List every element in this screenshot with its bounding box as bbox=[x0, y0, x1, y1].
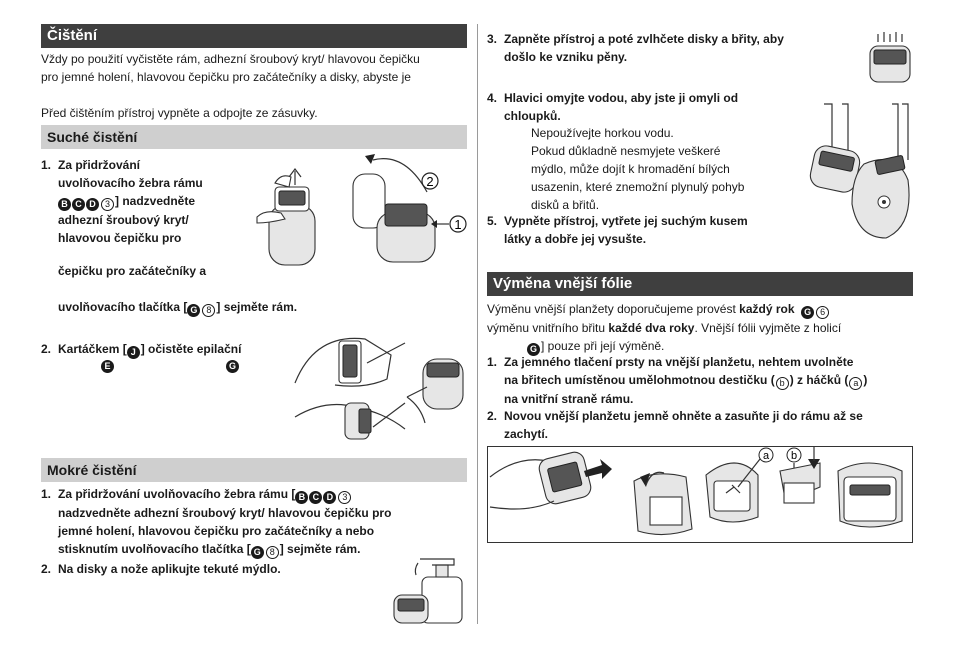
foil-step1-number: 1. bbox=[487, 355, 498, 369]
dry-step2-text-a: Kartáčkem [ bbox=[58, 342, 127, 356]
illustration-remove-frame bbox=[345, 152, 475, 264]
badge-g-2: G bbox=[226, 360, 239, 373]
wet-badge-d: D bbox=[323, 491, 336, 504]
wet-badge-b: B bbox=[295, 491, 308, 504]
foil-step1-line3: na vnitřní straně rámu. bbox=[504, 392, 634, 406]
foil-step1-text bbox=[504, 353, 914, 408]
foil-step1-line2 bbox=[504, 371, 914, 390]
section-title-dry: Suché čistění bbox=[41, 125, 467, 149]
label-a: a bbox=[762, 450, 770, 462]
badge-num-3: 3 bbox=[101, 198, 114, 211]
left-column bbox=[41, 24, 467, 122]
foil-badge-g: G bbox=[801, 306, 814, 319]
foil-step2-number: 2. bbox=[487, 409, 498, 423]
callout-1: 1 bbox=[454, 217, 462, 232]
dry-step1-line3 bbox=[58, 192, 248, 211]
intro-line-2: pro jemné holení, hlavovou čepičku pro začátečníky a disky, abyste je bbox=[41, 70, 411, 84]
dry-step1-line2: uvolňovacího žebra rámu bbox=[58, 176, 203, 190]
dry-step2-number: 2. bbox=[41, 342, 52, 356]
foil-p1a: Výměnu vnější planžety doporučujeme provést bbox=[487, 302, 740, 316]
dry-step1-line7a: uvolňovacího tlačítka [ bbox=[58, 300, 188, 314]
wet-step1-line4a: stisknutím uvolňovacího tlačítka [ bbox=[58, 542, 251, 556]
wet-step2-text: Na disky a nože aplikujte tekuté mýdlo. bbox=[58, 562, 281, 576]
step5-number: 5. bbox=[487, 214, 498, 228]
section-title-cleaning: Čištění bbox=[41, 24, 467, 48]
foil-intro bbox=[487, 300, 913, 356]
section-title-foil: Výměna vnější fólie bbox=[487, 272, 913, 296]
foil-intro-line2 bbox=[487, 319, 913, 337]
note-line-2: Pokud důkladně nesmyjete veškeré bbox=[531, 144, 721, 158]
foil-badge-g-2: G bbox=[527, 343, 540, 356]
step4-line1: Hlavici omyjte vodou, aby jste ji omyli od bbox=[504, 91, 739, 105]
illustration-rinse bbox=[808, 100, 916, 242]
dry-step1-text bbox=[58, 156, 248, 247]
step5-text bbox=[504, 212, 804, 248]
dry-step1-line1: Za přidržování bbox=[58, 158, 141, 172]
note-line-1: Nepoužívejte horkou vodu. bbox=[531, 126, 674, 140]
foil-step2-line2: zachytí. bbox=[504, 427, 549, 441]
wet-step1-line4b: ] sejměte rám. bbox=[279, 542, 361, 556]
step3-text bbox=[504, 30, 864, 66]
intro-line-1: Vždy po použití vyčistěte rám, adhezní šroubový kryt/ hlavovou čepičku bbox=[41, 52, 420, 66]
foil-badge-num-6: 6 bbox=[816, 306, 829, 319]
wet-badge-c: C bbox=[309, 491, 322, 504]
foil-intro-line1 bbox=[487, 300, 913, 319]
intro-line-3: Před čištěním přístroj vypněte a odpojte ze zásuvky. bbox=[41, 106, 318, 120]
wet-step1-line1-text: Za přidržování uvolňovacího žebra rámu [ bbox=[58, 487, 296, 501]
label-a-inline: a bbox=[849, 377, 862, 390]
foil-step1-line2b: ) z háčků ( bbox=[789, 373, 849, 387]
illustration-remove-cap bbox=[255, 165, 335, 265]
dry-step1-line4: adhezní šroubový kryt/ bbox=[58, 213, 189, 227]
step3-number: 3. bbox=[487, 32, 498, 46]
wet-step1-text bbox=[58, 485, 468, 559]
dry-step1-line3-text: ] nadzvedněte bbox=[115, 194, 196, 208]
foil-p1b: každý rok bbox=[739, 302, 795, 316]
step3-line2: došlo ke vzniku pěny. bbox=[504, 50, 628, 64]
illustration-brush-cleaning bbox=[295, 333, 465, 445]
wet-step1-line2: nadzvedněte adhezní šroubový kryt/ hlavovou čepičku pro bbox=[58, 506, 392, 520]
badge-b: B bbox=[58, 198, 71, 211]
column-divider bbox=[477, 24, 478, 624]
wet-step2-number: 2. bbox=[41, 562, 52, 576]
foil-step2-text bbox=[504, 407, 914, 443]
step4-text bbox=[504, 89, 804, 125]
step3-line1: Zapněte přístroj a poté zvlhčete disky a břity, aby bbox=[504, 32, 784, 46]
foil-p3: ] pouze při její výměně. bbox=[541, 339, 665, 353]
badge-c: C bbox=[72, 198, 85, 211]
dry-step1-line7 bbox=[58, 298, 297, 317]
badge-num-8: 8 bbox=[202, 304, 215, 317]
illustration-foil-replacement bbox=[488, 447, 912, 542]
badge-g: G bbox=[187, 304, 200, 317]
foil-step1-line1: Za jemného tlačení prsty na vnější planžetu, nehtem uvolněte bbox=[504, 355, 854, 369]
illustration-foam bbox=[866, 32, 914, 82]
foil-step1-line2c: ) bbox=[863, 373, 868, 387]
note-line-5: disků a břitů. bbox=[531, 198, 600, 212]
foil-step2-line1: Novou vnější planžetu jemně ohněte a zasuňte ji do rámu až se bbox=[504, 409, 863, 423]
callout-2: 2 bbox=[426, 174, 434, 189]
step5-line2: látky a dobře jej vysušte. bbox=[504, 232, 647, 246]
dry-step2-text-b: ] očistěte epilační bbox=[140, 342, 242, 356]
note-line-3: mýdlo, může dojít k hromadění bílých bbox=[531, 162, 730, 176]
wet-step1-line1 bbox=[58, 485, 468, 504]
foil-p2a: výměnu vnitřního břitu bbox=[487, 321, 609, 335]
wet-step1-line3: jemné holení, hlavovou čepičku pro začátečníky a nebo bbox=[58, 524, 375, 538]
badge-j: J bbox=[127, 346, 140, 359]
wet-step1-number: 1. bbox=[41, 487, 52, 501]
badge-e: E bbox=[101, 360, 114, 373]
step5-line1: Vypněte přístroj, vytřete jej suchým kusem bbox=[504, 214, 748, 228]
label-b-inline: b bbox=[776, 377, 789, 390]
foil-p2c: . Vnější fólii vyjměte z holicí bbox=[694, 321, 842, 335]
wet-badge-num-3: 3 bbox=[338, 491, 351, 504]
step4-number: 4. bbox=[487, 91, 498, 105]
dry-step1-line5: hlavovou čepičku pro bbox=[58, 231, 182, 245]
foil-p2b: každé dva roky bbox=[608, 321, 695, 335]
dry-step1-number: 1. bbox=[41, 158, 52, 172]
step4-line2: chloupků. bbox=[504, 109, 561, 123]
wet-badge-g: G bbox=[251, 546, 264, 559]
dry-step1-line6: čepičku pro začátečníky a bbox=[58, 264, 207, 278]
badge-d: D bbox=[86, 198, 99, 211]
step4-notes bbox=[531, 124, 791, 214]
illustration-soap-pump bbox=[392, 555, 468, 623]
dry-step1-line7b: ] sejměte rám. bbox=[216, 300, 298, 314]
foil-step1-line2a: na břitech umístěnou umělohmotnou destičku ( bbox=[504, 373, 775, 387]
label-b: b bbox=[790, 450, 798, 462]
wet-badge-num-8: 8 bbox=[266, 546, 279, 559]
section-title-wet: Mokré čistění bbox=[41, 458, 467, 482]
dry-step2-text bbox=[58, 340, 241, 359]
note-line-4: usazenin, které znemožní plynulý pohyb bbox=[531, 180, 745, 194]
